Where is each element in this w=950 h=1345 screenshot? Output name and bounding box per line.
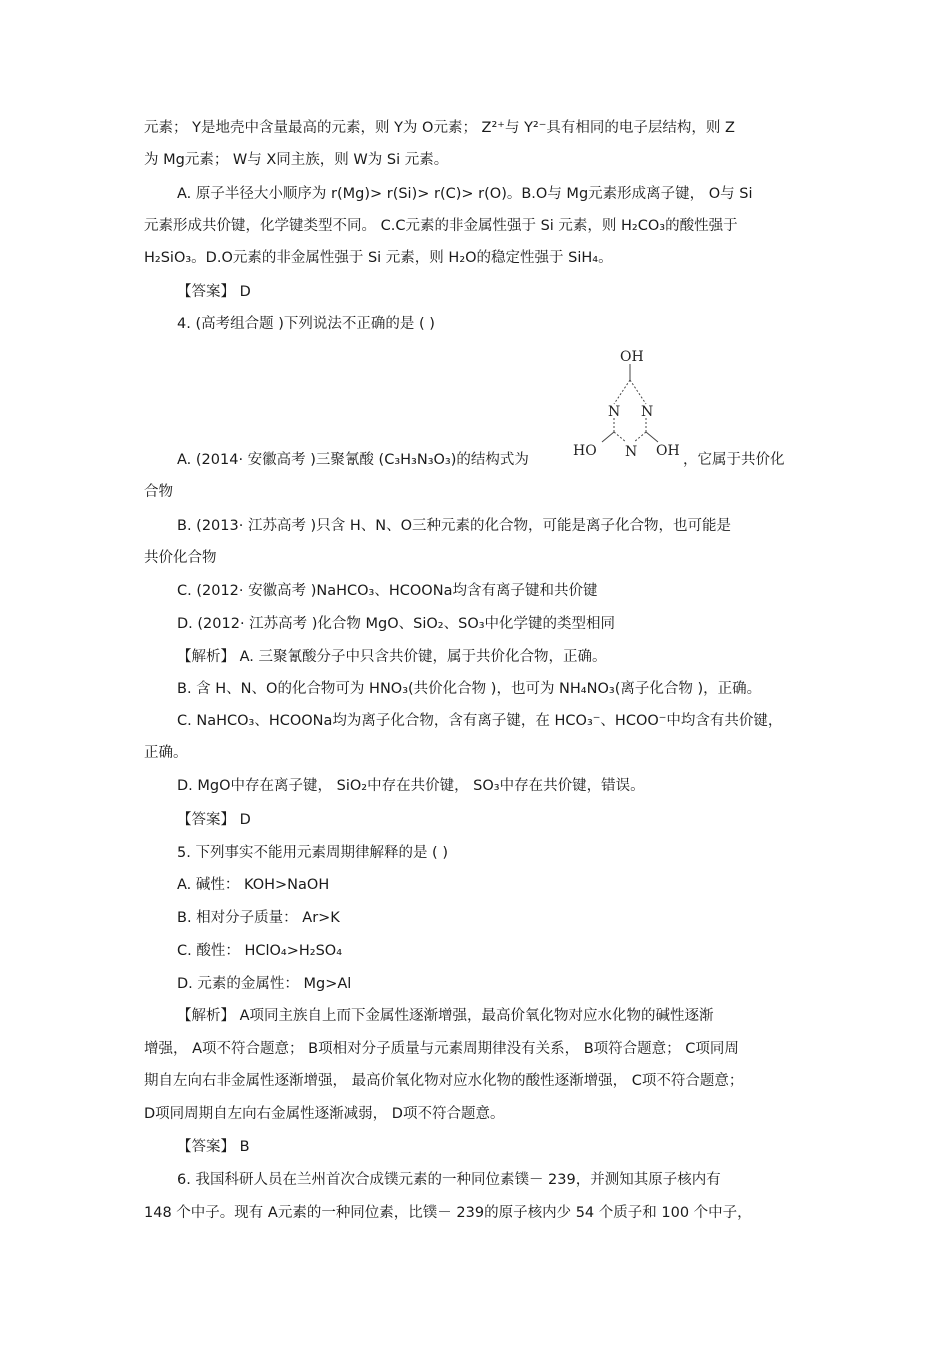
text-line: 为 Mg元素； W与 X同主族，则 W为 Si 元素。 [144,152,449,168]
answer-line: 【答案】 D [177,812,251,828]
question-5-stem: 5. 下列事实不能用元素周期律解释的是 ( ) [177,845,448,861]
text-line: 期自左向右非金属性逐渐增强， 最高价氧化物对应水化物的酸性逐渐增强， C项不符合题意； [144,1073,744,1089]
oh-top-label: OH [620,349,644,365]
ho-left-label: HO [573,443,597,459]
oh-right-label: OH [656,443,680,459]
text-line: 正确。 [144,745,188,761]
cyanuric-acid-structure [570,342,688,464]
text-line: C. NaHCO₃、HCOONa均为离子化合物，含有离子键，在 HCO₃⁻、HCOO⁻中均含有共价键， [177,713,783,729]
text-line: A. 原子半径大小顺序为 r(Mg)> r(Si)> r(C)> r(O)。B.O与 Mg元素形成离子键， O与 Si [177,186,753,202]
cyanuric-acid-diagram [570,342,688,464]
text-line: B. 含 H、N、O的化合物可为 HNO₃(共价化合物 )，也可为 NH₄NO₃(离子化合物 )，正确。 [177,681,762,697]
text-line: D项同周期自左向右金属性逐渐减弱， D项不符合题意。 [144,1106,505,1122]
answer-line: 【答案】 D [177,284,251,300]
question-6-stem: 6. 我国科研人员在兰州首次合成镤元素的一种同位素镤－ 239，并测知其原子核内有 [177,1172,721,1188]
option-c-line: C. (2012· 安徽高考 )NaHCO₃、HCOONa均含有离子键和共价键 [177,583,598,599]
text-line: 元素； Y是地壳中含量最高的元素，则 Y为 O元素； Z²⁺与 Y²⁻具有相同的电子层结构，则 Z [144,120,735,136]
option-d-line: D. 元素的金属性： Mg>Al [177,976,352,992]
answer-line: 【答案】 B [177,1139,250,1155]
text-line: 增强， A项不符合题意； B项相对分子质量与元素周期律没有关系， B项符合题意； C项同周 [144,1041,739,1057]
option-d-line: D. (2012· 江苏高考 )化合物 MgO、SiO₂、SO₃中化学键的类型相同 [177,616,616,632]
text-line: 148 个中子。现有 A元素的一种同位素，比镤－ 239的原子核内少 54 个质子和 100 个中子， [144,1205,752,1221]
option-b-line: B. (2013· 江苏高考 )只含 H、N、O三种元素的化合物，可能是离子化合物，也可能是 [177,518,731,534]
n-bottom-label: N [625,444,638,460]
text-line: D. MgO中存在离子键， SiO₂中存在共价键， SO₃中存在共价键，错误。 [177,778,645,794]
option-b-line: B. 相对分子质量： Ar>K [177,910,340,926]
n-right-label: N [641,404,654,420]
analysis-line: 【解析】 A. 三聚氰酸分子中只含共价键，属于共价化合物，正确。 [177,649,607,665]
text-line: H₂SiO₃。D.O元素的非金属性强于 Si 元素，则 H₂O的稳定性强于 SiH₄。 [144,250,613,266]
text-line: 元素形成共价键，化学键类型不同。 C.C元素的非金属性强于 Si 元素，则 H₂CO₃的酸性强于 [144,218,738,234]
text-line: 合物 [144,484,173,500]
question-4-stem: 4. (高考组合题 )下列说法不正确的是 ( ) [177,316,435,332]
analysis-line: 【解析】 A项同主族自上而下金属性逐渐增强，最高价氧化物对应水化物的碱性逐渐 [177,1008,714,1024]
text-line: 共价化合物 [144,550,217,566]
n-left-label: N [608,404,621,420]
option-a-line: A. (2014· 安徽高考 )三聚氰酸 (C₃H₃N₃O₃)的结构式为 [177,452,529,468]
option-a-line: A. 碱性： KOH>NaOH [177,877,330,893]
option-a-tail: ，它属于共价化 [683,452,785,468]
option-c-line: C. 酸性： HClO₄>H₂SO₄ [177,943,343,959]
